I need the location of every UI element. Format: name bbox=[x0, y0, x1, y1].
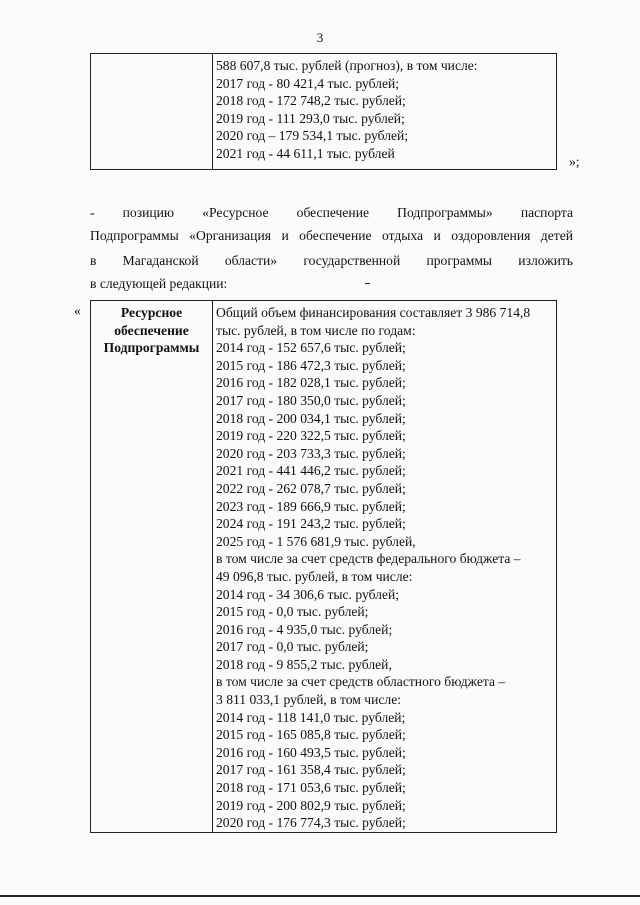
funding-line: 2015 год - 186 472,3 тыс. рублей; bbox=[216, 357, 406, 373]
funding-line: 2019 год - 220 322,5 тыс. рублей; bbox=[216, 428, 406, 444]
funding-line: 588 607,8 тыс. рублей (прогноз), в том числе: bbox=[216, 58, 478, 73]
funding-line: 2023 год - 189 666,9 тыс. рублей; bbox=[216, 498, 406, 514]
top-table bbox=[90, 53, 557, 170]
resource-label-cell bbox=[91, 301, 213, 833]
funding-line: 2024 год - 191 243,2 тыс. рублей; bbox=[216, 516, 406, 532]
top-table-label-cell bbox=[91, 54, 213, 170]
funding-line: 2018 год - 171 053,6 тыс. рублей; bbox=[216, 780, 406, 796]
funding-line: 2018 год - 200 034,1 тыс. рублей; bbox=[216, 410, 406, 426]
funding-line: в том числе за счет средств областного бюджета – bbox=[216, 674, 506, 690]
funding-line: 2014 год - 152 657,6 тыс. рублей; bbox=[216, 340, 406, 356]
funding-line: тыс. рублей, в том числе по годам: bbox=[216, 322, 416, 338]
funding-line: 2018 год - 9 855,2 тыс. рублей, bbox=[216, 656, 392, 672]
paragraph-line-1: - позицию «Ресурсное обеспечение Подпрограммы» паспорта bbox=[90, 205, 573, 220]
funding-line: 2020 год – 179 534,1 тыс. рублей; bbox=[216, 128, 409, 144]
bottom-rule bbox=[0, 895, 640, 897]
closing-quote: »; bbox=[569, 154, 580, 169]
stray-mark bbox=[365, 283, 370, 284]
funding-line: 3 811 033,1 рублей, в том числе: bbox=[216, 692, 402, 708]
funding-line: 2022 год - 262 078,7 тыс. рублей; bbox=[216, 480, 406, 496]
funding-line: 2016 год - 182 028,1 тыс. рублей; bbox=[216, 375, 406, 391]
funding-line: Общий объем финансирования составляет 3 986 714,8 bbox=[216, 305, 531, 320]
funding-line: 2016 год - 4 935,0 тыс. рублей; bbox=[216, 621, 393, 637]
funding-line: 2016 год - 160 493,5 тыс. рублей; bbox=[216, 744, 406, 760]
funding-line: 2025 год - 1 576 681,9 тыс. рублей, bbox=[216, 533, 416, 549]
funding-line: 2015 год - 165 085,8 тыс. рублей; bbox=[216, 727, 406, 743]
funding-line: 2017 год - 80 421,4 тыс. рублей; bbox=[216, 75, 400, 91]
top-table-lines bbox=[213, 54, 556, 163]
funding-line: 2014 год - 118 141,0 тыс. рублей; bbox=[216, 709, 406, 725]
funding-line: 2019 год - 111 293,0 тыс. рублей; bbox=[216, 110, 405, 126]
opening-quote: « bbox=[74, 303, 81, 318]
funding-line: в том числе за счет средств федерального бюджета – bbox=[216, 551, 521, 567]
resource-label bbox=[91, 301, 212, 357]
funding-line: 2017 год - 180 350,0 тыс. рублей; bbox=[216, 392, 406, 408]
funding-line: 2020 год - 203 733,3 тыс. рублей; bbox=[216, 445, 406, 461]
page-number: 3 bbox=[316, 30, 324, 45]
funding-line: 49 096,8 тыс. рублей, в том числе: bbox=[216, 568, 413, 584]
funding-line: 2014 год - 34 306,6 тыс. рублей; bbox=[216, 586, 400, 602]
paragraph-line-3: в Магаданской области» государственной программы изложить bbox=[90, 253, 573, 268]
funding-line: 2021 год - 44 611,1 тыс. рублей bbox=[216, 145, 395, 161]
paragraph-line-4: в следующей редакции: bbox=[90, 276, 228, 291]
funding-line: 2021 год - 441 446,2 тыс. рублей; bbox=[216, 463, 406, 479]
funding-line: 2020 год - 176 774,3 тыс. рублей; bbox=[216, 815, 406, 831]
label-line: обеспечение bbox=[114, 322, 189, 338]
funding-line: 2015 год - 0,0 тыс. рублей; bbox=[216, 604, 369, 620]
resource-lines bbox=[213, 301, 556, 832]
label-line: Подпрограммы bbox=[103, 340, 200, 356]
funding-line: 2019 год - 200 802,9 тыс. рублей; bbox=[216, 797, 406, 813]
funding-line: 2018 год - 172 748,2 тыс. рублей; bbox=[216, 93, 406, 109]
label-line: Ресурсное bbox=[120, 305, 183, 320]
resource-table bbox=[90, 300, 557, 833]
funding-line: 2017 год - 0,0 тыс. рублей; bbox=[216, 639, 369, 655]
top-table-value-cell bbox=[213, 54, 557, 170]
paragraph-line-2: Подпрограммы «Организация и обеспечение отдыха и оздоровления детей bbox=[90, 228, 573, 243]
resource-value-cell bbox=[213, 301, 557, 833]
funding-line: 2017 год - 161 358,4 тыс. рублей; bbox=[216, 762, 406, 778]
